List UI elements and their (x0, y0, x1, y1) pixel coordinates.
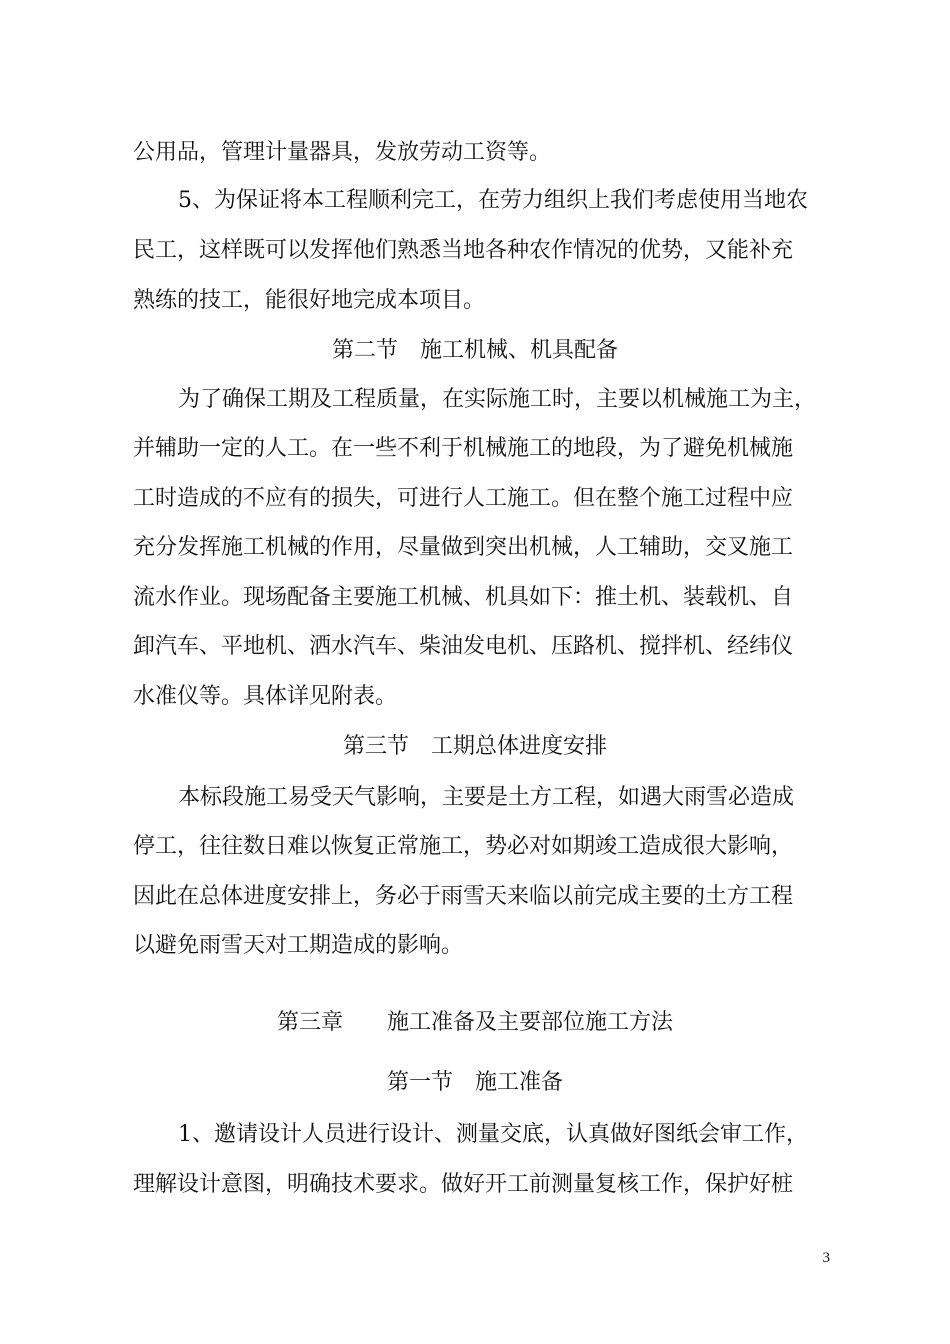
page-number: 3 (822, 1250, 830, 1266)
paragraph-line: 熟练的技工，能很好地完成本项目。 (133, 288, 486, 313)
section-heading: 第一节 施工准备 (386, 1070, 563, 1095)
section-heading: 第三节 工期总体进度安排 (342, 734, 607, 759)
paragraph-line: 水准仪等。具体详见附表。 (133, 684, 398, 709)
paragraph-line: 卸汽车、平地机、洒水汽车、柴油发电机、压路机、搅拌机、经纬仪 (133, 634, 794, 659)
paragraph-line: 流水作业。现场配备主要施工机械、机具如下：推土机、装载机、自 (133, 585, 794, 610)
paragraph-line: 公用品，管理计量器具，发放劳动工资等。 (133, 140, 552, 165)
paragraph-line: 理解设计意图，明确技术要求。做好开工前测量复核工作，保护好桩 (133, 1172, 794, 1197)
paragraph-line: 5、为保证将本工程顺利完工，在劳力组织上我们考虑使用当地农 (178, 188, 808, 213)
paragraph-line: 停工，往往数日难以恢复正常施工，势必对如期竣工造成很大影响， (133, 834, 794, 859)
section-heading: 第二节 施工机械、机具配备 (331, 338, 618, 363)
chapter-heading: 第三章 施工准备及主要部位施工方法 (276, 1010, 673, 1035)
paragraph-line: 以避免雨雪天对工期造成的影响。 (133, 933, 464, 958)
paragraph-line: 并辅助一定的人工。在一些不利于机械施工的地段，为了避免机械施 (133, 436, 794, 461)
paragraph-line: 1、邀请设计人员进行设计、测量交底，认真做好图纸会审工作， (178, 1122, 808, 1147)
paragraph-line: 因此在总体进度安排上，务必于雨雪天来临以前完成主要的土方工程 (133, 884, 794, 909)
paragraph-line: 工时造成的不应有的损失，可进行人工施工。但在整个施工过程中应 (133, 486, 794, 511)
paragraph-line: 为了确保工期及工程质量，在实际施工时，主要以机械施工为主， (178, 387, 817, 412)
paragraph-line: 充分发挥施工机械的作用，尽量做到突出机械，人工辅助，交叉施工 (133, 535, 794, 560)
paragraph-line: 本标段施工易受天气影响，主要是土方工程，如遇大雨雪必造成 (178, 785, 795, 810)
paragraph-line: 民工，这样既可以发挥他们熟悉当地各种农作情况的优势，又能补充 (133, 238, 794, 263)
